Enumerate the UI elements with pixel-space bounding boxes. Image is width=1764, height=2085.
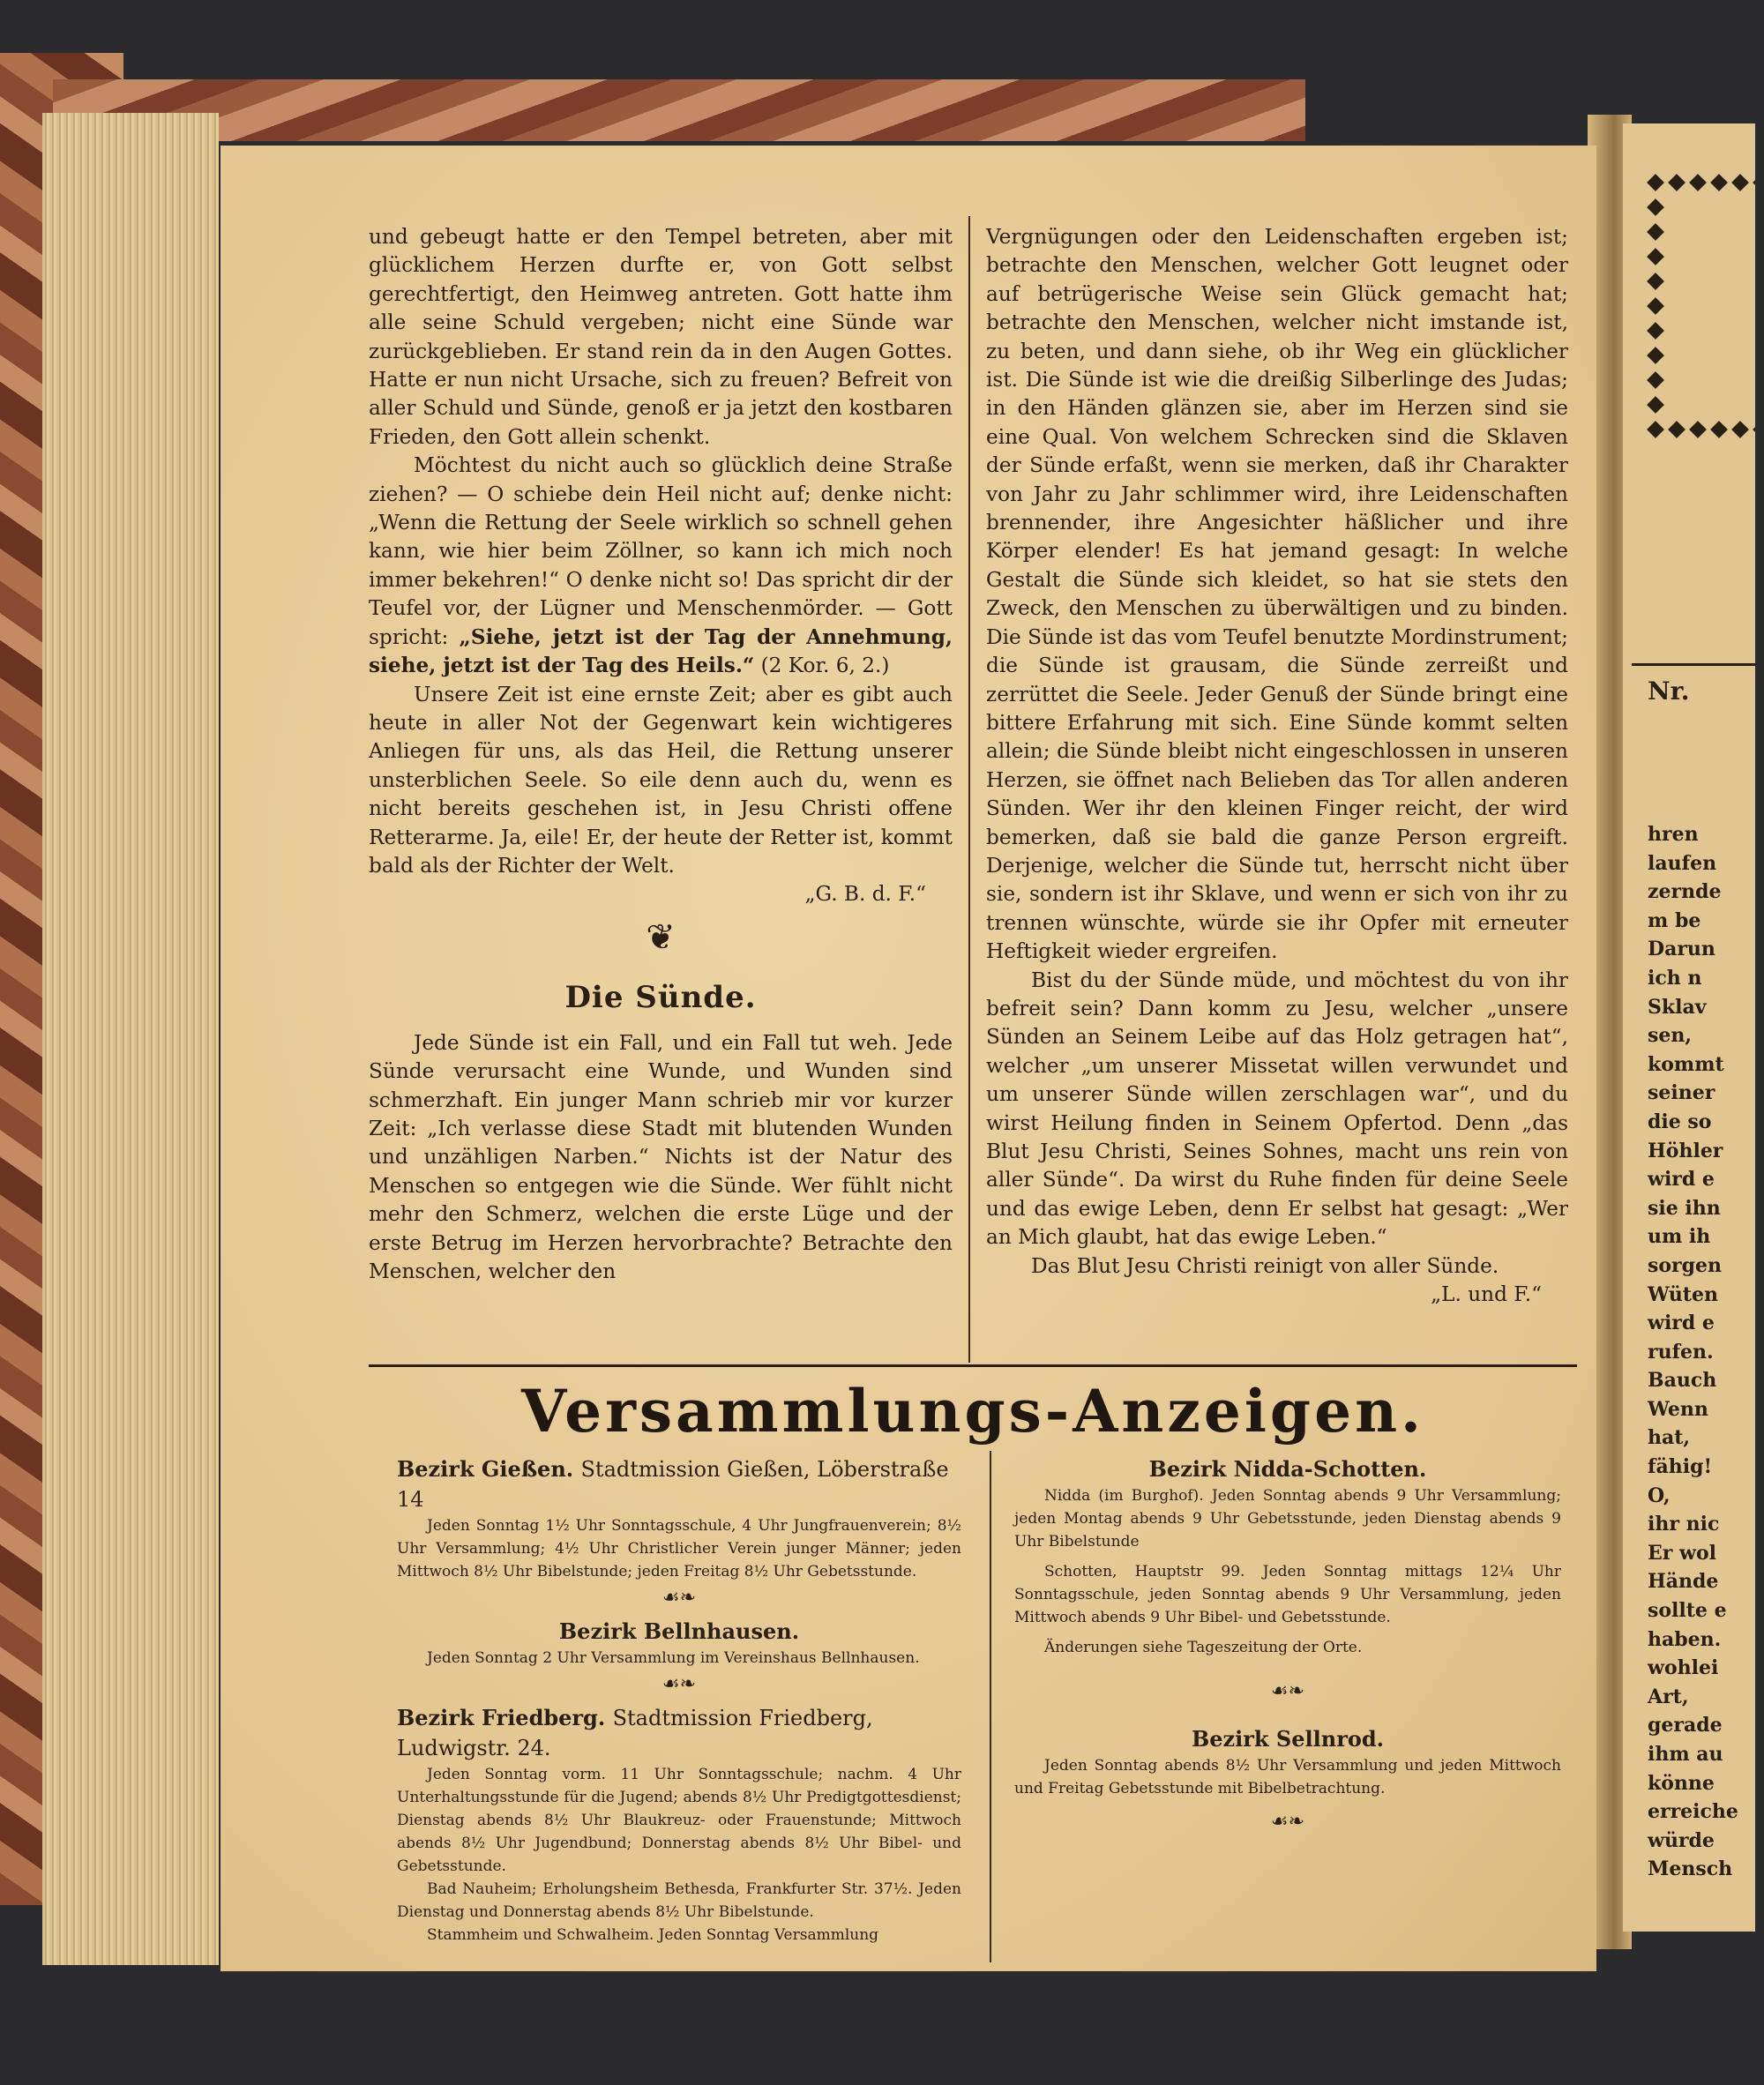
district-text: Jeden Sonntag abends 8½ Uhr Versammlung und jeden Mittwoch und Freitag Gebetsstunde mit Bibelbetrachtung. xyxy=(1014,1757,1561,1797)
announcements-banner: Versammlungs-Anzeigen. xyxy=(520,1377,1425,1446)
facing-line: haben. xyxy=(1648,1627,1722,1651)
district-text: Bad Nauheim; Erholungsheim Bethesda, Frankfurter Str. 37½. Jeden Dienstag und Donnerstag abends 8½ Uhr Bibelstunde. xyxy=(397,1880,961,1921)
facing-nr: Nr. xyxy=(1648,676,1690,706)
announcements-right xyxy=(1014,1451,1561,1837)
facing-line: Hände xyxy=(1648,1570,1719,1594)
facing-line: ihm au xyxy=(1648,1743,1723,1766)
district-heading: Bezirk Friedberg. Stadtmission Friedberg, Ludwigstr. 24. xyxy=(397,1705,873,1760)
ornament-icon: ☙❧ xyxy=(1270,1680,1305,1702)
facing-line: gerade xyxy=(1648,1714,1723,1738)
facing-line: zernde xyxy=(1648,880,1722,904)
section-title: Die Sünde. xyxy=(564,979,757,1015)
paragraph: Unsere Zeit ist eine ernste Zeit; aber es gibt auch heute in aller Not der Gegenwart kein wichtigeres Anliegen für uns, als das Heil, die Rettung unserer unsterblichen Seele. So eile denn auch du, wenn es nicht bereits geschehen ist, in Jesu Christi offene Retterarme. Ja, eile! Er, der heute der Retter ist, kommt bald als der Richter der Welt. xyxy=(369,682,953,878)
facing-line: Art, xyxy=(1648,1685,1689,1708)
facing-line: rufen. xyxy=(1648,1340,1714,1364)
facing-line: Er wol xyxy=(1648,1541,1716,1565)
facing-line: sie ihn xyxy=(1648,1196,1721,1220)
paragraph: Vergnügungen oder den Leidenschaften ergeben ist; betrachte den Menschen, welcher Gott leugnet oder auf betrügerische Weise sein Glück gemacht hat; betrachte den Menschen, welcher nicht imstande ist, zu beten, und dann siehe, ob ihr Weg ein glücklicher ist. Die Sünde ist wie die dreißig Silberlinge des Judas; in den Händen glänzen sie, aber im Herzen sind sie eine Qual. Von welchem Schrecken sind die Sklaven der Sünde erfaßt, wenn sie merken, daß ihr Charakter von Jahr zu Jahr schlimmer wird, ihre Leidenschaften brennender, ihre Angesichter häßlicher und ihre Körper elender! Es hat jemand gesagt: In welche Gestalt die Sünde sich kleidet, so hat sie stets den Zweck, den Menschen zu überwältigen und zu binden. Die Sünde ist das vom Teufel benutzte Mordinstrument; die Sünde ist grausam, die Sünde zerreißt und zerrüttet die Seele. Jeder Genuß der Sünde bringt eine bittere Erfahrung mit sich. Eine Sünde kommt selten allein; die Sünde bleibt nicht eingeschlossen in unseren Herzen, sie öffnet nach Belieben das Tor allen anderen Sünden. Wer ihr den kleinen Finger reicht, der wird bemerken, daß sie bald die ganze Person ergreift. Derjenige, welcher die Sünde tut, herrscht nicht über sie, sondern ist ihr Sklave, und wenn er sich von ihr zu trennen wünschte, würde sie ihr Opfer mit erneuter Heftigkeit wieder ergreifen. xyxy=(986,225,1568,964)
district-text: Änderungen siehe Tageszeitung der Orte. xyxy=(1044,1639,1363,1656)
facing-line: Sklav xyxy=(1648,995,1707,1019)
column-divider xyxy=(990,1451,991,1962)
signature: „G. B. d. F.“ xyxy=(804,882,926,907)
paragraph: Möchtest du nicht auch so glücklich deine Straße ziehen? — O schiebe dein Heil nicht auf; denke nicht: „Wenn die Rettung der Seele wirklich so schnell gehen kann, wie hier beim Zöllner, so kann ich mich noch immer bekehren!“ O denke nicht so! Das spricht dir der Teufel vor, der Lügner und Menschenmörder. — Gott spricht: „Siehe, jetzt ist der Tag der Annehmung, siehe, jetzt ist der Tag des Heils.“ (2 Kor. 6, 2.) xyxy=(369,453,953,678)
district-text: Jeden Sonntag vorm. 11 Uhr Sonntagsschule; nachm. 4 Uhr Unterhaltungsstunde für die Jugend; abends 8½ Uhr Predigtgottesdienst; Dienstag abends 8½ Uhr Blaukreuz- oder Frauenstunde; Mittwoch abends 8½ Uhr Jugendbund; Donnerstag abends 8½ Uhr Bibel- und Gebetsstunde. xyxy=(397,1766,961,1875)
ornament-icon: ☙❧ xyxy=(662,1673,697,1695)
facing-line: O, xyxy=(1648,1483,1671,1507)
facing-line: sorgen xyxy=(1648,1253,1723,1277)
bible-reference: (2 Kor. 6, 2.) xyxy=(760,654,890,678)
facing-line: Mensch xyxy=(1648,1857,1733,1881)
facing-line: wird e xyxy=(1648,1312,1715,1335)
facing-line: ihr nic xyxy=(1648,1513,1720,1536)
announcements-left xyxy=(397,1451,961,1947)
facing-line: wohlei xyxy=(1648,1656,1719,1680)
paragraph: und gebeugt hatte er den Tempel betreten, aber mit glücklichem Herzen durfte er, von Gott selbst gerechtfertigt, den Heimweg antreten. Gott hatte ihm alle seine Schuld vergeben; nicht eine Sünde war zurückgeblieben. Er stand rein da in den Augen Gottes. Hatte er nun nicht Ursache, sich zu freuen? Befreit von aller Schuld und Sünde, genoß er ja jetzt den kostbaren Frieden, den Gott allein schenkt. xyxy=(369,225,953,449)
column-divider xyxy=(968,216,970,1363)
ornament-icon: ❦ xyxy=(646,916,676,958)
facing-line: könne xyxy=(1648,1771,1715,1795)
district-heading: Bezirk Sellnrod. xyxy=(1191,1726,1384,1752)
paragraph: Das Blut Jesu Christi reinigt von aller Sünde. xyxy=(1031,1253,1499,1278)
district-heading: Bezirk Bellnhausen. xyxy=(558,1618,800,1644)
district-text: Schotten, Hauptstr 99. Jeden Sonntag mittags 12¼ Uhr Sonntagsschule, jeden Sonntag abends 9 Uhr Versammlung, jeden Mittwoch abends 9 Uhr Bibel- und Gebetsstunde. xyxy=(1014,1563,1561,1626)
district-text: Nidda (im Burghof). Jeden Sonntag abends 9 Uhr Versammlung; jeden Montag abends 9 Uhr Gebetsstunde, jeden Dienstag abends 9 Uhr Bibelstunde xyxy=(1014,1487,1561,1551)
district-text: Jeden Sonntag 1½ Uhr Sonntagsschule, 4 Uhr Jungfrauenverein; 8½ Uhr Versammlung; 4½ Uhr Christlicher Verein junger Männer; jeden Mittwoch 8½ Uhr Bibelstunde; jeden Freitag 8½ Uhr Gebetsstunde. xyxy=(397,1517,961,1581)
facing-line: Wüten xyxy=(1648,1282,1718,1306)
district-heading: Bezirk Nidda-Schotten. xyxy=(1148,1456,1427,1482)
district-text: Jeden Sonntag 2 Uhr Versammlung im Vereinshaus Bellnhausen. xyxy=(427,1649,920,1667)
facing-line: hat, xyxy=(1648,1426,1691,1450)
paragraph: Jede Sünde ist ein Fall, und ein Fall tut weh. Jede Sünde verursacht eine Wunde, und Wunden sind schmerzhaft. Ein junger Mann schrieb mir vor kurzer Zeit: „Ich verlasse diese Stadt mit blutenden Wunden und unzähligen Narben.“ Nichts ist der Natur des Menschen so entgegen wie die Sünde. Wer fühlt nicht mehr den Schmerz, welchen die erste Lüge und der erste Betrug im Herzen hervorbrachte? Betrachte den Menschen, welcher den xyxy=(369,1030,953,1283)
paragraph: Bist du der Sünde müde, und möchtest du von ihr befreit sein? Dann komm zu Jesu, welcher „unsere Sünden an Seinem Leibe auf das Holz getragen hat“, welcher „um unserer Missetat willen verwundet und um unserer Sünde willen zerschlagen war“, und du wirst Heilung finden in Seinem Opfertod. Denn „das Blut Jesu Christi, Seines Sohnes, macht uns rein von aller Sünde“. Da wirst du Ruhe finden für deine Seele und das ewige Leben, denn Er selbst hat gesagt: „Wer an Mich glaubt, hat das ewige Leben.“ xyxy=(986,968,1568,1250)
facing-line: erreiche xyxy=(1648,1800,1738,1824)
newsletter-page xyxy=(220,146,1596,1971)
facing-line: m be xyxy=(1648,908,1701,932)
signature: „L. und F.“ xyxy=(1431,1282,1542,1307)
ornament-icon: ☙❧ xyxy=(1270,1811,1305,1833)
facing-line: kommt xyxy=(1648,1052,1724,1076)
facing-line: Wenn xyxy=(1648,1397,1708,1421)
facing-line: ich n xyxy=(1648,966,1702,990)
left-column xyxy=(369,223,953,1286)
facing-page xyxy=(1623,123,1755,1932)
facing-line: laufen xyxy=(1648,851,1717,875)
ornamental-frame xyxy=(1639,176,1755,485)
ornament-icon: ☙❧ xyxy=(662,1587,697,1609)
district-text: Stammheim und Schwalheim. Jeden Sonntag Versammlung xyxy=(427,1926,879,1944)
right-column xyxy=(986,223,1568,1309)
facing-line: Darun xyxy=(1648,938,1715,961)
facing-line: die so xyxy=(1648,1110,1712,1133)
section-rule xyxy=(369,1364,1577,1367)
facing-line: hren xyxy=(1648,823,1699,846)
book-marbled-top xyxy=(53,79,1305,141)
facing-rule xyxy=(1632,663,1755,666)
facing-line: um ih xyxy=(1648,1225,1711,1249)
district-heading: Bezirk Gießen. Stadtmission Gießen, Löberstraße 14 xyxy=(397,1456,949,1512)
facing-line: seiner xyxy=(1648,1081,1715,1105)
facing-text-fragments xyxy=(1648,820,1738,1884)
facing-line: Höhler xyxy=(1648,1139,1723,1162)
book-page-edges xyxy=(42,113,219,1965)
facing-line: sen, xyxy=(1648,1024,1693,1048)
facing-line: wird e xyxy=(1648,1168,1715,1192)
bible-quote: „Siehe, jetzt ist der Tag der Annehmung, siehe, jetzt ist der Tag des Heils.“ xyxy=(369,624,953,678)
facing-line: würde xyxy=(1648,1828,1715,1852)
facing-line: Bauch xyxy=(1648,1369,1717,1393)
facing-line: fähig! xyxy=(1648,1455,1713,1479)
facing-line: sollte e xyxy=(1648,1599,1727,1623)
